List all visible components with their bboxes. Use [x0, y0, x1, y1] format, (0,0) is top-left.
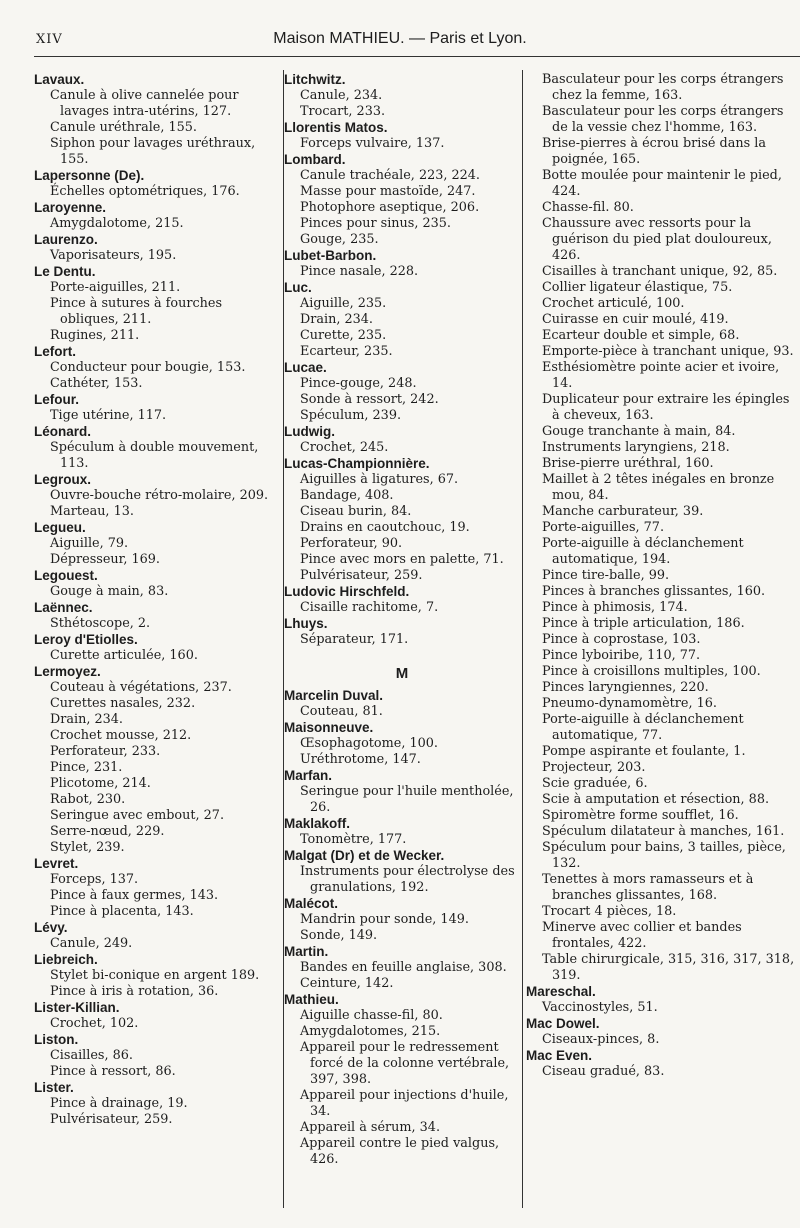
entry-item: Esthésiomètre pointe acier et ivoire, 14. [542, 360, 780, 391]
page-title: Maison MATHIEU. — Paris et Lyon. [273, 30, 527, 47]
entry-name: Ludwig. [284, 424, 335, 439]
entry-item: Drain, 234. [50, 712, 123, 727]
index-entry [284, 616, 520, 648]
index-entry [284, 584, 520, 616]
entry-item: Emporte-pièce à tranchant unique, 93. [542, 344, 794, 359]
entry-item: Siphon pour lavages uréthraux, 155. [50, 136, 256, 167]
entry-item: Pince à phimosis, 174. [542, 600, 688, 615]
entry-item: Brise-pierres à écrou brisé dans la poignée, 165. [542, 136, 766, 167]
entry-item: Curette, 235. [300, 328, 387, 343]
entry-item: Seringue pour l'huile mentholée, 26. [300, 784, 514, 815]
entry-name: Lévy. [34, 920, 68, 935]
entry-item: Pince à iris à rotation, 36. [50, 984, 219, 999]
entry-item: Crochet articulé, 100. [542, 296, 685, 311]
entry-item: Instruments pour électrolyse des granulations, 192. [300, 864, 515, 895]
entry-name: Laroyenne. [34, 200, 107, 215]
index-entry [526, 72, 800, 984]
index-entry [284, 248, 520, 280]
entry-item: Pinces à branches glissantes, 160. [542, 584, 766, 599]
entry-item: Appareil pour le redressement forcé de la colonne vertébrale, 397, 398. [300, 1040, 510, 1087]
entry-name: Lavaux. [34, 72, 85, 87]
entry-name: Lhuys. [284, 616, 328, 631]
index-entry [34, 520, 278, 568]
entry-name: Lister-Killian. [34, 1000, 120, 1015]
entry-item: Aiguille, 79. [50, 536, 129, 551]
index-entry [34, 232, 278, 264]
entry-name: Lucas-Championnière. [284, 456, 430, 471]
index-entry [34, 472, 278, 520]
index-entry [284, 456, 520, 584]
entry-item: Ciseau gradué, 83. [542, 1064, 665, 1079]
page-header [0, 30, 800, 54]
entry-item: Rabot, 230. [50, 792, 126, 807]
entry-item: Perforateur, 233. [50, 744, 161, 759]
entry-item: Porte-aiguilles, 211. [50, 280, 181, 295]
entry-item: Bandes en feuille anglaise, 308. [300, 960, 507, 975]
entry-item: Spéculum à double mouvement, 113. [50, 440, 259, 471]
entry-item: Dépresseur, 169. [50, 552, 161, 567]
entry-item: Marteau, 13. [50, 504, 134, 519]
entry-item: Ouvre-bouche rétro-molaire, 209. [50, 488, 269, 503]
entry-item: Manche carburateur, 39. [542, 504, 704, 519]
section-letter: M [395, 665, 409, 682]
entry-item: Pince à placenta, 143. [50, 904, 194, 919]
index-entry [34, 632, 278, 664]
entry-name: Lister. [34, 1080, 74, 1095]
entry-item: Ecarteur, 235. [300, 344, 393, 359]
entry-name: Le Dentu. [34, 264, 96, 279]
index-entry [34, 664, 278, 856]
entry-name: Legroux. [34, 472, 92, 487]
entry-name: Legouest. [34, 568, 98, 583]
entry-item: Appareil pour injections d'huile, 34. [300, 1088, 509, 1119]
entry-item: Gouge, 235. [300, 232, 379, 247]
entry-item: Ciseau burin, 84. [300, 504, 412, 519]
entry-name: Llorentis Matos. [284, 120, 388, 135]
entry-name: Mac Even. [526, 1048, 593, 1063]
entry-item: Couteau, 81. [300, 704, 383, 719]
entry-item: Cathéter, 153. [50, 376, 143, 391]
entry-item: Perforateur, 90. [300, 536, 403, 551]
entry-name: Maisonneuve. [284, 720, 374, 735]
entry-item: Canule uréthrale, 155. [50, 120, 197, 135]
entry-item: Rugines, 211. [50, 328, 140, 343]
entry-item: Pince à coprostase, 103. [542, 632, 701, 647]
entry-item: Curette articulée, 160. [50, 648, 198, 663]
index-entry [284, 768, 520, 816]
entry-name: Ludovic Hirschfeld. [284, 584, 410, 599]
index-entry [34, 1080, 278, 1128]
entry-item: Forceps vulvaire, 137. [300, 136, 445, 151]
index-entry [526, 1048, 800, 1080]
entry-item: Pulvérisateur, 259. [300, 568, 423, 583]
entry-item: Scie à amputation et résection, 88. [542, 792, 770, 807]
index-entry [526, 1016, 800, 1048]
entry-item: Tenettes à mors ramasseurs et à branches glissantes, 168. [542, 872, 754, 903]
entry-item: Maillet à 2 têtes inégales en bronze mou, 84. [542, 472, 775, 503]
page-number: XIV [36, 32, 63, 47]
entry-item: Pince lyboiribe, 110, 77. [542, 648, 701, 663]
entry-item: Pince, 231. [50, 760, 123, 775]
entry-name: Luc. [284, 280, 312, 295]
entry-item: Botte moulée pour maintenir le pied, 424. [542, 168, 782, 199]
index-entry [34, 856, 278, 920]
entry-item: Uréthrotome, 147. [300, 752, 421, 767]
entry-name: Lermoyez. [34, 664, 101, 679]
entry-item: Spéculum pour bains, 3 tailles, pièce, 132. [542, 840, 786, 871]
entry-item: Vaccinostyles, 51. [542, 1000, 658, 1015]
entry-item: Spéculum dilatateur à manches, 161. [542, 824, 785, 839]
entry-name: Levret. [34, 856, 79, 871]
entry-name: Léonard. [34, 424, 92, 439]
entry-item: Duplicateur pour extraire les épingles à cheveux, 163. [542, 392, 790, 423]
entry-name: Laënnec. [34, 600, 93, 615]
entry-item: Sthétoscope, 2. [50, 616, 151, 631]
entry-name: Leroy d'Etiolles. [34, 632, 138, 647]
entry-item: Tige utérine, 117. [50, 408, 167, 423]
index-entry [284, 280, 520, 360]
entry-item: Basculateur pour les corps étrangers chez la femme, 163. [542, 72, 784, 103]
entry-item: Scie graduée, 6. [542, 776, 648, 791]
entry-item: Aiguille, 235. [300, 296, 387, 311]
entry-item: Appareil contre le pied valgus, 426. [300, 1136, 500, 1167]
entry-item: Cisailles, 86. [50, 1048, 133, 1063]
entry-item: Tonomètre, 177. [300, 832, 407, 847]
entry-item: Forceps, 137. [50, 872, 139, 887]
entry-item: Séparateur, 171. [300, 632, 409, 647]
entry-item: Canule, 234. [300, 88, 383, 103]
entry-item: Canule trachéale, 223, 224. [300, 168, 480, 183]
entry-item: Cisailles à tranchant unique, 92, 85. [542, 264, 778, 279]
index-column-2 [284, 72, 520, 1168]
entry-name: Lubet-Barbon. [284, 248, 377, 263]
entry-item: Crochet mousse, 212. [50, 728, 192, 743]
entry-name: Mareschal. [526, 984, 596, 999]
column-divider [522, 70, 523, 1208]
entry-item: Chaussure avec ressorts pour la guérison du pied plat douloureux, 426. [542, 216, 772, 263]
entry-name: Litchwitz. [284, 72, 346, 87]
entry-name: Liebreich. [34, 952, 98, 967]
index-entry [526, 984, 800, 1016]
entry-item: Pince à drainage, 19. [50, 1096, 188, 1111]
entry-item: Échelles optométriques, 176. [50, 184, 240, 199]
entry-item: Serre-nœud, 229. [50, 824, 165, 839]
index-entry [34, 568, 278, 600]
index-entry [284, 848, 520, 896]
entry-item: Couteau à végétations, 237. [50, 680, 232, 695]
entry-item: Pompe aspirante et foulante, 1. [542, 744, 746, 759]
entry-item: Pince tire-balle, 99. [542, 568, 670, 583]
entry-item: Gouge à main, 83. [50, 584, 169, 599]
entry-name: Lombard. [284, 152, 346, 167]
index-entry [34, 392, 278, 424]
index-entry [34, 920, 278, 952]
entry-item: Porte-aiguille à déclanchement automatique, 77. [542, 712, 744, 743]
entry-item: Instruments laryngiens, 218. [542, 440, 730, 455]
entry-item: Brise-pierre uréthral, 160. [542, 456, 714, 471]
index-entry [284, 152, 520, 248]
entry-item: Porte-aiguille à déclanchement automatique, 194. [542, 536, 744, 567]
entry-item: Drain, 234. [300, 312, 373, 327]
index-entry [34, 424, 278, 472]
entry-item: Trocart, 233. [300, 104, 386, 119]
entry-item: Seringue avec embout, 27. [50, 808, 225, 823]
entry-item: Sonde, 149. [300, 928, 378, 943]
entry-item: Chasse-fil. 80. [542, 200, 634, 215]
index-entry [34, 168, 278, 200]
entry-item: Aiguilles à ligatures, 67. [300, 472, 459, 487]
entry-item: Porte-aiguilles, 77. [542, 520, 665, 535]
index-entry [284, 360, 520, 424]
entry-item: Appareil à sérum, 34. [300, 1120, 441, 1135]
entry-item: Sonde à ressort, 242. [300, 392, 439, 407]
entry-item: Table chirurgicale, 315, 316, 317, 318, 319. [542, 952, 795, 983]
entry-item: Canule, 249. [50, 936, 133, 951]
entry-item: Crochet, 245. [300, 440, 389, 455]
entry-item: Pince à sutures à fourches obliques, 211. [50, 296, 223, 327]
entry-item: Gouge tranchante à main, 84. [542, 424, 736, 439]
entry-name: Liston. [34, 1032, 79, 1047]
entry-name: Marcelin Duval. [284, 688, 384, 703]
index-entry [284, 896, 520, 944]
entry-item: Bandage, 408. [300, 488, 394, 503]
index-entry [34, 72, 278, 168]
index-entry [284, 424, 520, 456]
entry-item: Stylet, 239. [50, 840, 125, 855]
entry-item: Collier ligateur élastique, 75. [542, 280, 733, 295]
index-entry [34, 600, 278, 632]
entry-item: Pince-gouge, 248. [300, 376, 417, 391]
entry-item: Ecarteur double et simple, 68. [542, 328, 740, 343]
entry-item: Stylet bi-conique en argent 189. [50, 968, 260, 983]
entry-item: Vaporisateurs, 195. [50, 248, 177, 263]
entry-item: Drains en caoutchouc, 19. [300, 520, 470, 535]
entry-item: Amygdalotomes, 215. [300, 1024, 441, 1039]
entry-item: Cisaille rachitome, 7. [300, 600, 439, 615]
entry-item: Pinces laryngiennes, 220. [542, 680, 709, 695]
entry-item: Pince à faux germes, 143. [50, 888, 219, 903]
entry-item: Aiguille chasse-fil, 80. [300, 1008, 443, 1023]
entry-item: Cuirasse en cuir moulé, 419. [542, 312, 729, 327]
entry-name: Mathieu. [284, 992, 339, 1007]
index-entry [284, 72, 520, 120]
index-entry [34, 264, 278, 344]
index-entry [34, 344, 278, 392]
entry-item: Conducteur pour bougie, 153. [50, 360, 246, 375]
entry-item: Spiromètre forme soufflet, 16. [542, 808, 739, 823]
entry-item: Trocart 4 pièces, 18. [542, 904, 677, 919]
entry-name: Marfan. [284, 768, 333, 783]
header-rule [34, 56, 800, 57]
entry-item: Spéculum, 239. [300, 408, 402, 423]
entry-item: Pulvérisateur, 259. [50, 1112, 173, 1127]
index-entry [284, 688, 520, 720]
entry-item: Curettes nasales, 232. [50, 696, 196, 711]
entry-item: Canule à olive cannelée pour lavages intra-utérins, 127. [50, 88, 239, 119]
entry-name: Lefour. [34, 392, 80, 407]
index-entry [284, 120, 520, 152]
index-entry [284, 816, 520, 848]
entry-item: Pneumo-dynamomètre, 16. [542, 696, 717, 711]
entry-name: Martin. [284, 944, 329, 959]
index-column-1 [34, 72, 278, 1128]
entry-item: Masse pour mastoïde, 247. [300, 184, 476, 199]
index-entry [34, 1000, 278, 1032]
entry-name: Mac Dowel. [526, 1016, 600, 1031]
entry-name: Lucae. [284, 360, 327, 375]
entry-item: Pince nasale, 228. [300, 264, 419, 279]
entry-item: Photophore aseptique, 206. [300, 200, 480, 215]
entry-name: Malécot. [284, 896, 339, 911]
entry-name: Lapersonne (De). [34, 168, 145, 183]
entry-item: Pinces pour sinus, 235. [300, 216, 451, 231]
entry-name: Malgat (Dr) et de Wecker. [284, 848, 445, 863]
entry-item: Ciseaux-pinces, 8. [542, 1032, 660, 1047]
index-entry [284, 992, 520, 1168]
entry-name: Maklakoff. [284, 816, 351, 831]
entry-item: Plicotome, 214. [50, 776, 151, 791]
entry-item: Crochet, 102. [50, 1016, 139, 1031]
index-column-3 [526, 72, 800, 1080]
entry-item: Pince à croisillons multiples, 100. [542, 664, 761, 679]
entry-name: Legueu. [34, 520, 86, 535]
entry-item: Projecteur, 203. [542, 760, 646, 775]
entry-item: Basculateur pour les corps étrangers de la vessie chez l'homme, 163. [542, 104, 784, 135]
index-entry [34, 952, 278, 1000]
entry-name: Lefort. [34, 344, 76, 359]
entry-item: Mandrin pour sonde, 149. [300, 912, 469, 927]
entry-item: Pince avec mors en palette, 71. [300, 552, 504, 567]
entry-item: Amygdalotome, 215. [50, 216, 184, 231]
index-entry [34, 1032, 278, 1080]
index-entry [284, 720, 520, 768]
index-entry [284, 944, 520, 992]
entry-item: Ceinture, 142. [300, 976, 394, 991]
entry-item: Minerve avec collier et bandes frontales, 422. [542, 920, 742, 951]
index-entry [34, 200, 278, 232]
entry-item: Œsophagotome, 100. [300, 736, 438, 751]
entry-item: Pince à triple articulation, 186. [542, 616, 745, 631]
entry-name: Laurenzo. [34, 232, 98, 247]
entry-item: Pince à ressort, 86. [50, 1064, 176, 1079]
